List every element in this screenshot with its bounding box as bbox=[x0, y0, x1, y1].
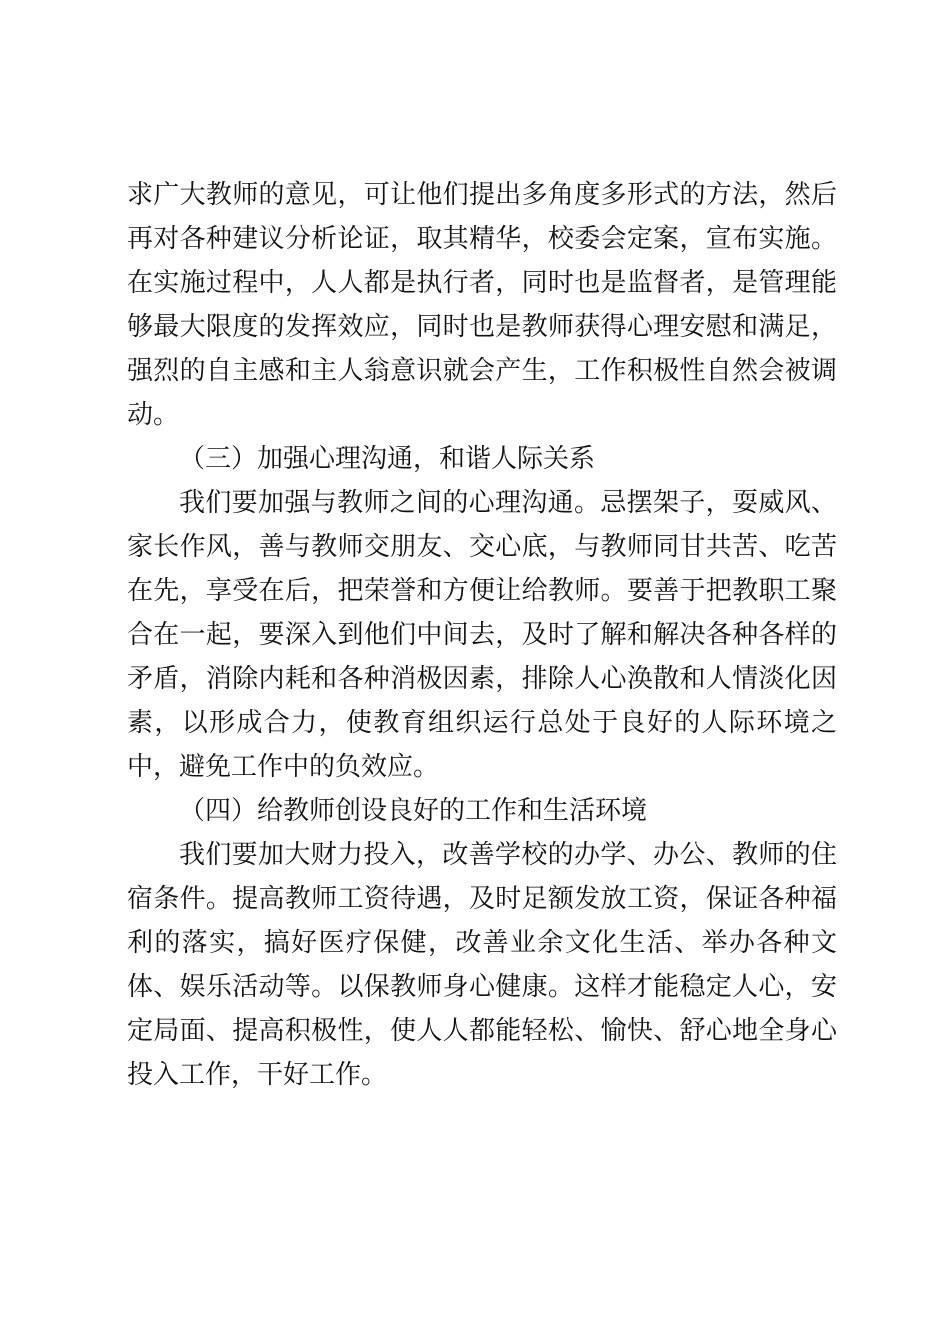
section-heading-4: （四）给教师创设良好的工作和生活环境 bbox=[179, 796, 648, 826]
section-heading-3: （三）加强心理沟通，和谐人际关系 bbox=[179, 444, 596, 474]
paragraph-communication: 我们要加强与教师之间的心理沟通。忌摆架子，耍威风、家长作风，善与教师交朋友、交心底，与教师同甘共苦、吃苦在先，享受在后，把荣誉和方便让给教师。要善于把教职工聚合在一起，要深入到他们中间去，及时了解和解决各种各样的矛盾，消除内耗和各种消极因素，排除人心涣散和人情淡化因素，以形成合力，使教育组织运行总处于良好的人际环境之中，避免工作中的负效应。 bbox=[127, 488, 837, 782]
paragraph-continuation: 求广大教师的意见，可让他们提出多角度多形式的方法，然后再对各种建议分析论证，取其精华，校委会定案，宣布实施。在实施过程中，人人都是执行者，同时也是监督者，是管理能够最大限度的发挥效应，同时也是教师获得心理安慰和满足，强烈的自主感和主人翁意识就会产生，工作积极性自然会被调动。 bbox=[127, 180, 837, 430]
paragraph-environment: 我们要加大财力投入，改善学校的办学、办公、教师的住宿条件。提高教师工资待遇，及时足额发放工资，保证各种福利的落实，搞好医疗保健，改善业余文化生活、举办各种文体、娱乐活动等。以保教师身心健康。这样才能稳定人心，安定局面、提高积极性，使人人都能轻松、愉快、舒心地全身心投入工作，干好工作。 bbox=[127, 840, 837, 1090]
document-body bbox=[127, 173, 837, 1097]
